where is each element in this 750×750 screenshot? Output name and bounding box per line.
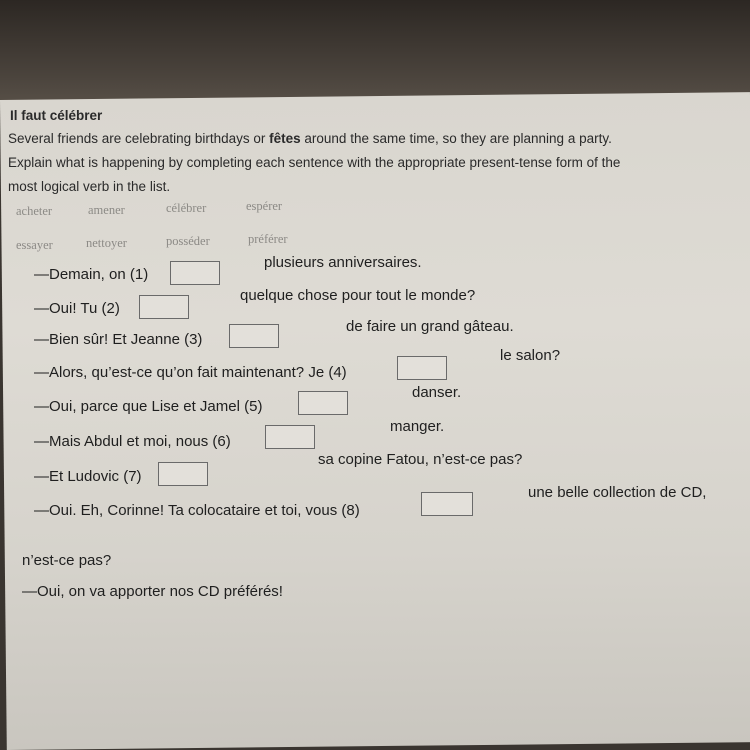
word-bank-item: essayer [16, 238, 53, 252]
word-bank-item: acheter [16, 204, 53, 218]
word-bank-item: nettoyer [86, 236, 127, 250]
answer-box-5[interactable] [298, 391, 348, 415]
sentence-4-end: le salon? [500, 347, 561, 364]
intro-line-1 [8, 131, 612, 146]
exercise-title: Il faut célébrer [10, 108, 103, 123]
sentence-6-start: —Mais Abdul et moi, nous (6) [34, 433, 231, 450]
sentence-3-end: de faire un grand gâteau. [346, 318, 514, 335]
sentence-5-start: —Oui, parce que Lise et Jamel (5) [34, 398, 263, 415]
intro-text: Several friends are celebrating birthdays or [8, 131, 270, 146]
sentence-8-start: —Oui. Eh, Corinne! Ta colocataire et toi, vous (8) [34, 502, 360, 519]
answer-box-2[interactable] [139, 295, 189, 319]
word-bank-item: espérer [246, 199, 283, 213]
answer-box-3[interactable] [229, 324, 279, 348]
answer-box-4[interactable] [397, 356, 447, 380]
sentence-8-continuation: n’est-ce pas? [22, 552, 112, 569]
sentence-2-end: quelque chose pour tout le monde? [240, 287, 476, 304]
sentence-7-end: sa copine Fatou, n’est-ce pas? [318, 451, 523, 468]
word-bank-item: préférer [248, 232, 288, 246]
intro-line-2: Explain what is happening by completing each sentence with the appropriate present-tense form of the [8, 155, 621, 170]
closing-line: —Oui, on va apporter nos CD préférés! [22, 583, 283, 600]
word-bank-item: amener [88, 203, 125, 217]
sentence-2-start: —Oui! Tu (2) [34, 300, 120, 317]
intro-bold-word: fêtes [269, 131, 301, 146]
answer-box-1[interactable] [170, 261, 220, 285]
answer-box-7[interactable] [158, 462, 208, 486]
sentence-1-end: plusieurs anniversaires. [264, 254, 422, 271]
answer-box-6[interactable] [265, 425, 315, 449]
answer-box-8[interactable] [421, 492, 473, 516]
word-bank-item: célébrer [166, 201, 207, 215]
intro-line-3: most logical verb in the list. [8, 179, 171, 194]
sentence-4-start: —Alors, qu’est-ce qu’on fait maintenant? Je (4) [34, 364, 347, 381]
intro-text: around the same time, so they are planning a party. [300, 131, 612, 146]
sentence-5-end: danser. [412, 384, 462, 401]
sentence-3-start: —Bien sûr! Et Jeanne (3) [34, 331, 203, 348]
sentence-7-start: —Et Ludovic (7) [34, 468, 142, 485]
sentence-1-start: —Demain, on (1) [34, 266, 149, 283]
word-bank-item: posséder [166, 234, 210, 248]
sentence-6-end: manger. [390, 418, 445, 435]
sentence-8-end: une belle collection de CD, [528, 484, 707, 501]
